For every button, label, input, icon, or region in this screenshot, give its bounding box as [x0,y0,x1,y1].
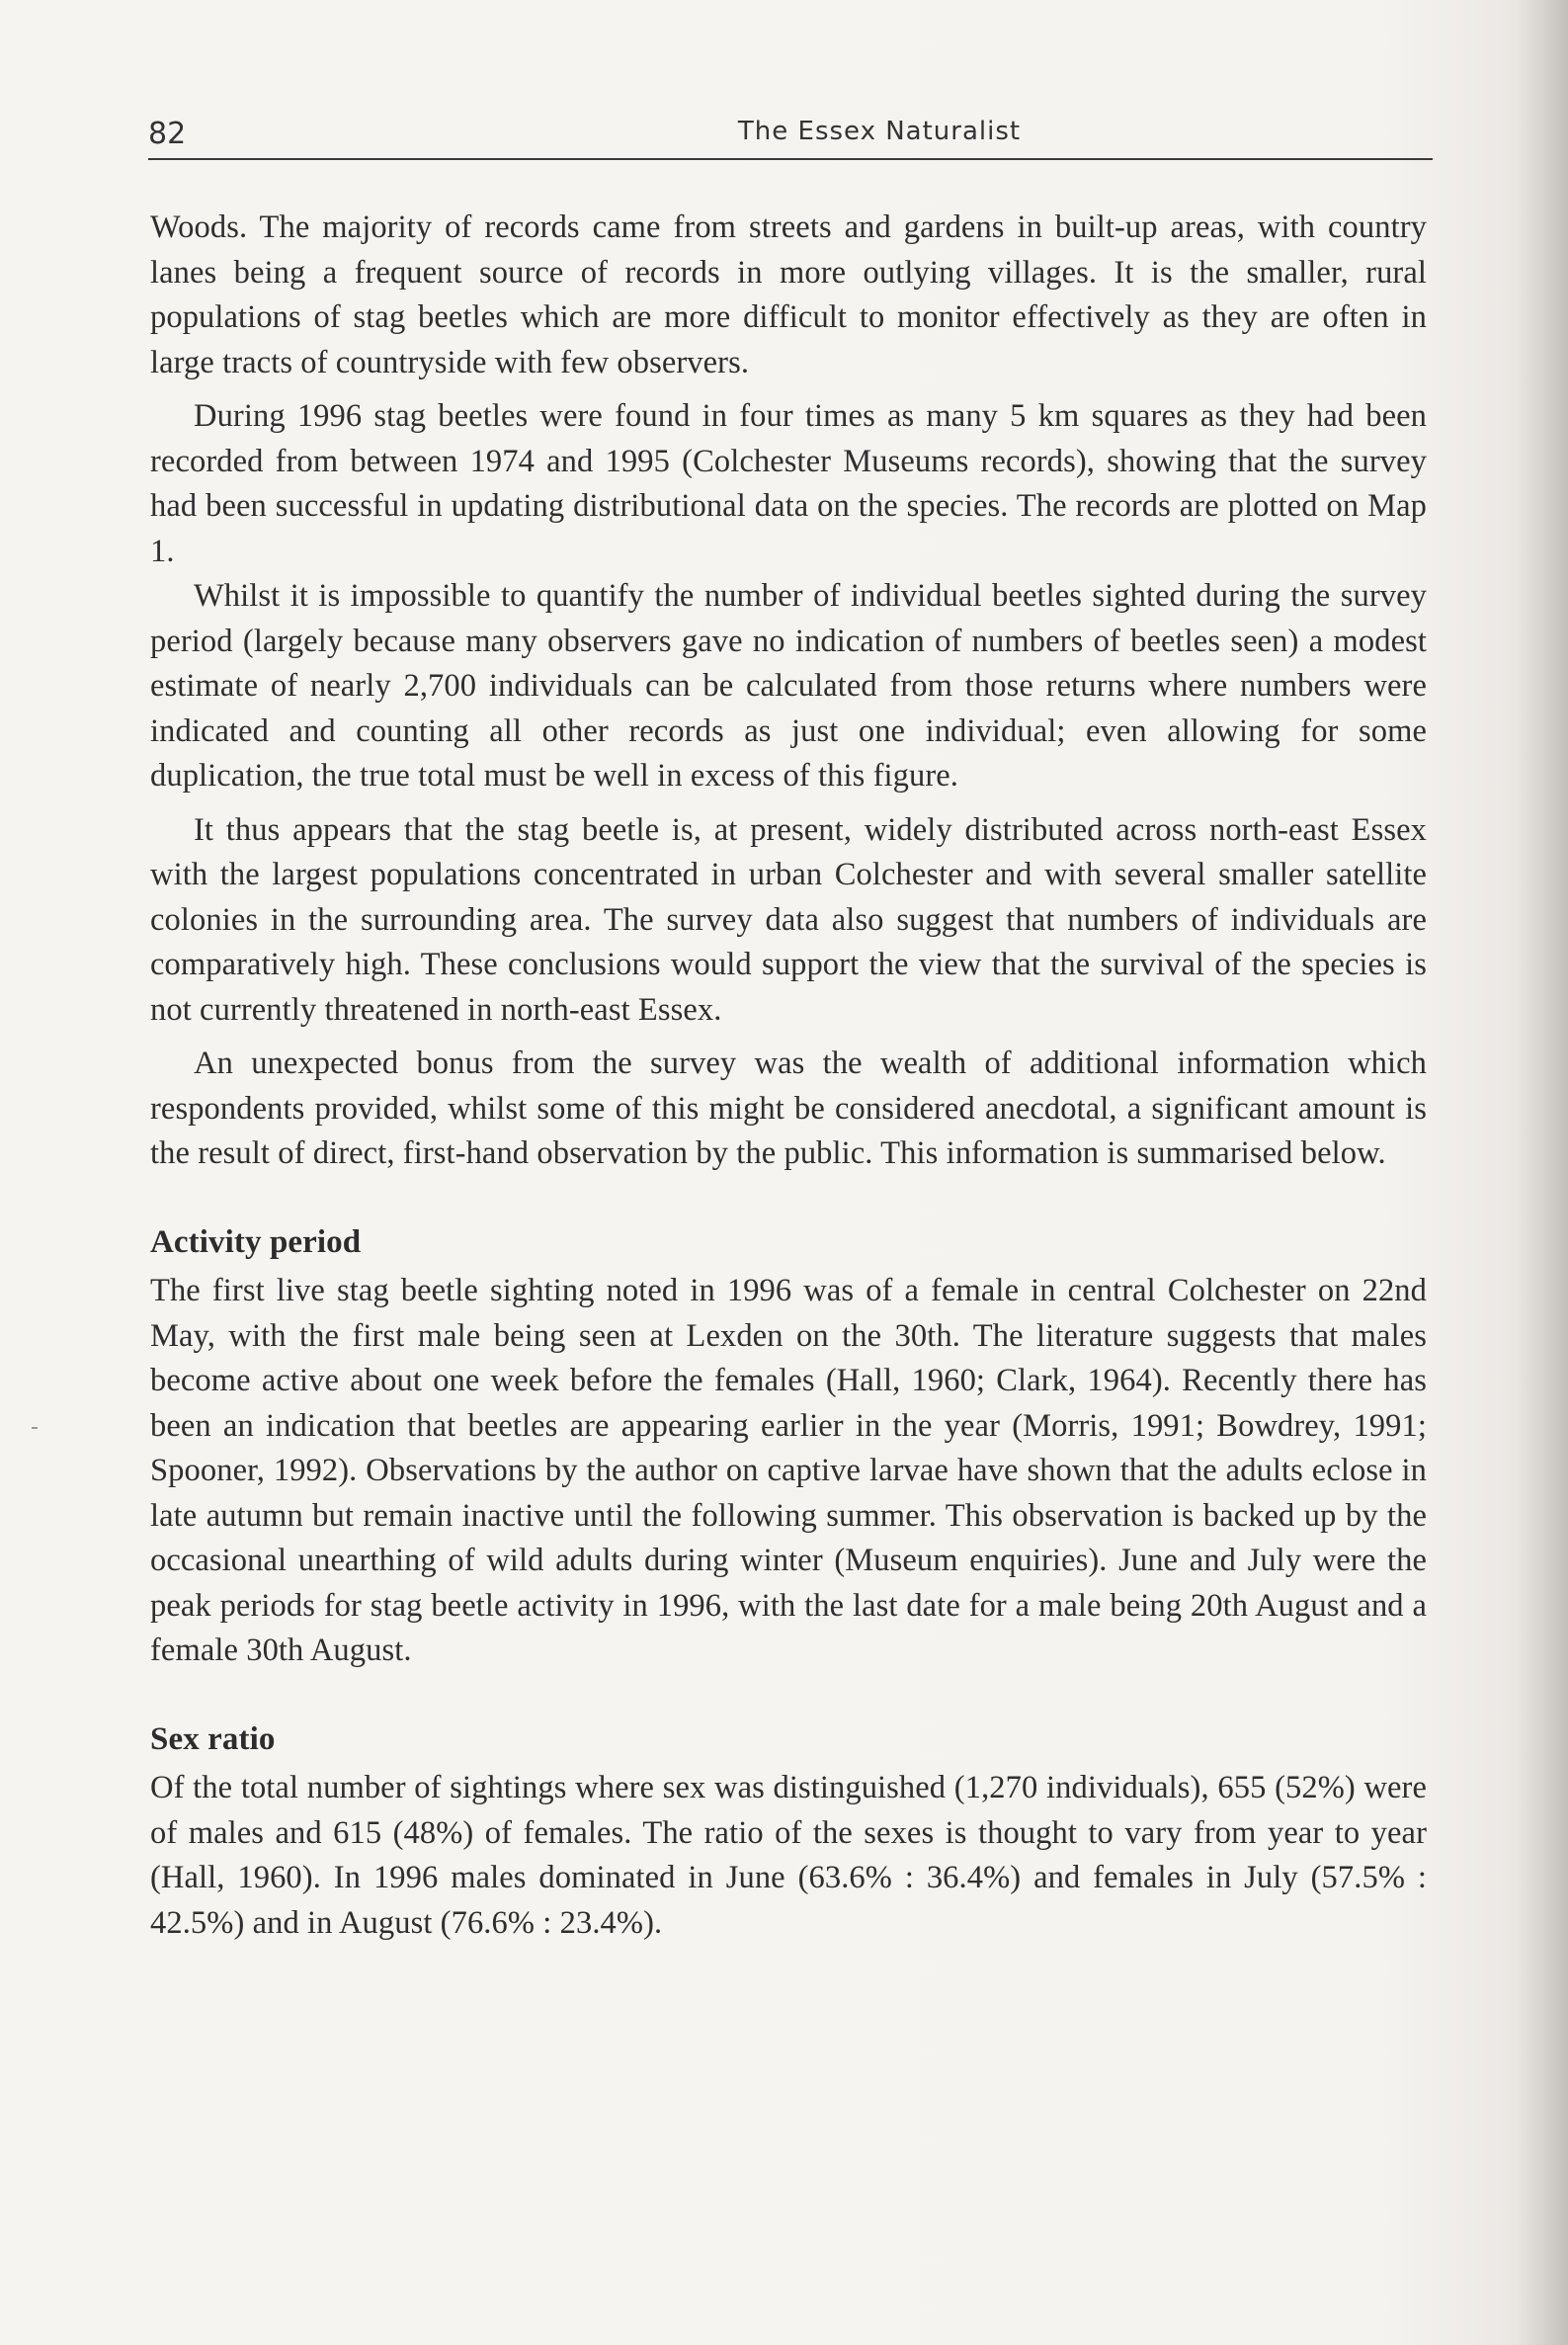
running-header [148,111,1433,160]
paragraph-continued: Woods. The majority of records came from streets and gardens in built-up areas, with country lanes being a frequent source of records in more outlying villages. It is the smaller, rural populations of stag beetles which are more difficult to monitor effectively as they are often in large tracts of countryside with few observers. [150,209,1427,380]
paragraph-conclusion: It thus appears that the stag beetle is, at present, widely distributed across north-east Essex with the largest populations concentrated in urban Colchester and with several smaller satellite colonies in the surrounding area. The survey data also suggest that numbers of individuals are comparatively high. These conclusions would support the view that the survival of the species is not currently threatened in north-east Essex. [150,811,1427,1028]
section-heading-sex-ratio: Sex ratio [150,1720,276,1757]
paragraph-activity: The first live stag beetle sighting noted in 1996 was of a female in central Colchester on 22nd May, with the first male being seen at Lexden on the 30th. The literature suggests that males become active about one week before the females (Hall, 1960; Clark, 1964). Recently there has been an indication that beetles are appearing earlier in the year (Morris, 1991; Bowdrey, 1991; Spooner, 1992). Observations by the author on captive larvae have shown that the adults eclose in late autumn but remain inactive until the following summer. This observation is backed up by the occasional unearthing of wild adults during winter (Museum enquiries). June and July were the peak periods for stag beetle activity in 1996, with the last date for a male being 20th August and a female 30th August. [150,1273,1427,1668]
journal-title: The Essex Naturalist [737,117,1022,146]
binding-shadow [1517,0,1568,2345]
paragraph-estimate: Whilst it is impossible to quantify the number of individual beetles sighted during the survey period (largely because many observers gave no indication of numbers of beetles seen) a modest estimate of nearly 2,700 individuals can be calculated from those returns where numbers were indicated and counting all other records as just one individual; even allowing for some duplication, the true total must be well in excess of this figure. [150,578,1427,794]
paragraph-sex-ratio: Of the total number of sightings where sex was distinguished (1,270 individuals), 655 (52%) were of males and 615 (48%) of females. The ratio of the sexes is thought to vary from year to year (Hall, 1960). In 1996 males dominated in June (63.6% : 36.4%) and females in July (57.5% : 42.5%) and in August (76.6% : 23.4%). [150,1770,1427,1941]
page-number: 82 [148,117,187,151]
article-body [150,206,1427,1946]
paragraph-distribution: During 1996 stag beetles were found in four times as many 5 km squares as they had been recorded from between 1974 and 1995 (Colchester Museums records), showing that the survey had been successful in updating distributional data on the species. The records are plotted on Map 1. [150,398,1427,569]
margin-mark [32,1427,38,1429]
section-heading-activity: Activity period [150,1223,362,1260]
paragraph-bonus: An unexpected bonus from the survey was the wealth of additional information which respondents provided, whilst some of this might be considered anecdotal, a significant amount is the result of direct, first-hand observation by the public. This information is summarised below. [150,1046,1427,1171]
